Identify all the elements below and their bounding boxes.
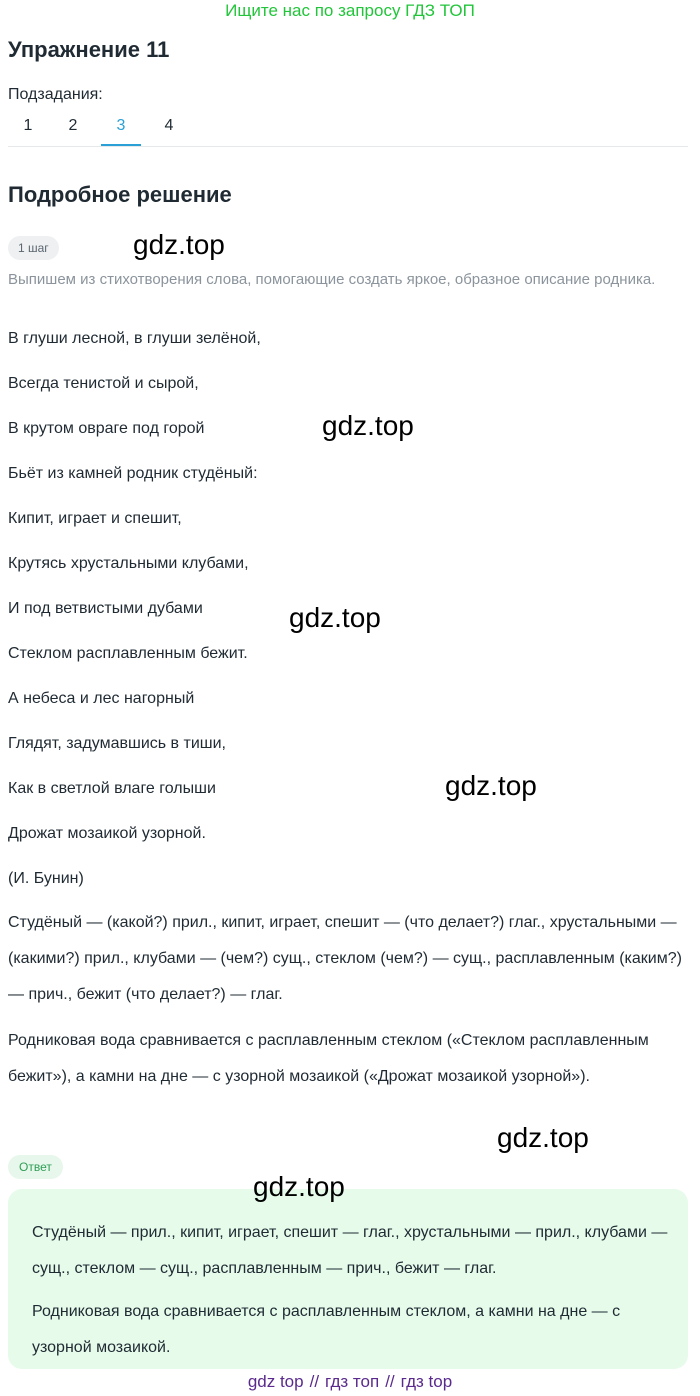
link-gdz-top-ru[interactable]: гдз топ xyxy=(325,1372,380,1391)
solution-title: Подробное решение xyxy=(8,182,232,207)
poem-line: В глуши лесной, в глуши зелёной, xyxy=(8,330,261,347)
poem-line: Как в светлой влаге голыши xyxy=(8,780,216,797)
step-description: Выпишем из стихотворения слова, помогающие создать яркое, образное описание родника. xyxy=(8,271,656,288)
poem-line: Глядят, задумавшись в тиши, xyxy=(8,735,226,752)
answer-box xyxy=(8,1189,688,1369)
poem-line: И под ветвистыми дубами xyxy=(8,600,203,617)
poem-line: Кипит, играет и спешит, xyxy=(8,510,182,527)
top-banner: Ищите нас по запросу ГДЗ ТОП xyxy=(225,1,475,20)
analysis-paragraph: Студёный — (какой?) прил., кипит, играет, спешит — (что делает?) глаг., хрустальными — (какими?) прил., клубами — (чем?) сущ., стеклом (чем?) — сущ., расплавленным (каким?) — прич., бежит (что делает?) — глаг. xyxy=(8,914,682,1003)
poem-line: Бьёт из камней родник студёный: xyxy=(8,465,258,482)
exercise-title: Упражнение 11 xyxy=(8,37,170,62)
poem-author: (И. Бунин) xyxy=(8,870,84,887)
tab-subtask-3[interactable]: 3 xyxy=(101,108,141,146)
tab-subtask-1[interactable]: 1 xyxy=(23,117,33,134)
poem-line: Всегда тенистой и сырой, xyxy=(8,375,199,392)
poem-line: А небеса и лес нагорный xyxy=(8,690,195,707)
answer-badge: Ответ xyxy=(8,1155,63,1179)
subtask-tabs xyxy=(8,108,688,147)
answer-paragraph: Студёный — прил., кипит, играет, спешит — глаг., хрустальными — прил., клубами — сущ., стеклом — сущ., расплавленным — прич., бежит — глаг. xyxy=(32,1224,668,1277)
poem-line: Дрожат мозаикой узорной. xyxy=(8,825,206,842)
watermark: gdz.top xyxy=(445,770,537,801)
bottom-links xyxy=(0,1369,700,1395)
tab-subtask-2[interactable]: 2 xyxy=(68,117,78,134)
step-badge: 1 шаг xyxy=(8,236,59,260)
tab-subtask-4[interactable]: 4 xyxy=(164,117,174,134)
link-separator: // xyxy=(385,1372,395,1391)
watermark: gdz.top xyxy=(322,410,414,441)
subtasks-label: Подзадания: xyxy=(8,86,103,103)
watermark: gdz.top xyxy=(253,1171,345,1202)
watermark: gdz.top xyxy=(289,602,381,633)
link-separator: // xyxy=(309,1372,320,1391)
poem-line: В крутом овраге под горой xyxy=(8,420,205,437)
watermark: gdz.top xyxy=(497,1122,589,1153)
answer-paragraph: Родниковая вода сравнивается с расплавленным стеклом, а камни на дне — с узорной мозаикой. xyxy=(32,1303,621,1356)
watermark: gdz.top xyxy=(133,229,225,260)
link-gdz-top-mixed[interactable]: гдз top xyxy=(400,1372,453,1391)
link-gdz-top[interactable]: gdz top xyxy=(247,1372,304,1391)
comparison-paragraph: Родниковая вода сравнивается с расплавленным стеклом («Стеклом расплавленным бежит»), а камни на дне — с узорной мозаикой («Дрожат мозаикой узорной»). xyxy=(8,1032,649,1085)
poem-line: Крутясь хрустальными клубами, xyxy=(8,555,249,572)
poem-line: Стеклом расплавленным бежит. xyxy=(8,645,248,662)
